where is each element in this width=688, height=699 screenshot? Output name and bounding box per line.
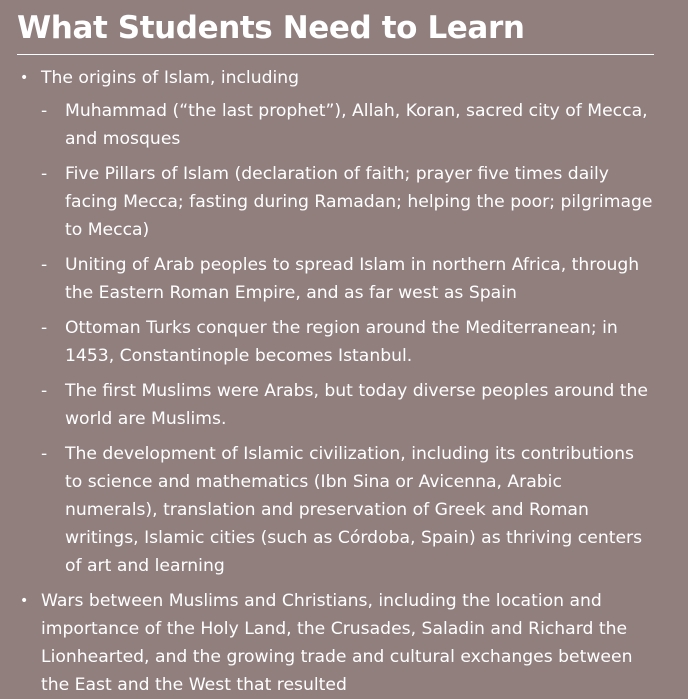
sub-list-item-text: Uniting of Arab peoples to spread Islam in northern Africa, through the Eastern Roman Empire, and as far west as Spain	[65, 255, 640, 303]
sub-list-item-text: The first Muslims were Arabs, but today diverse peoples around the world are Muslims.	[65, 381, 648, 429]
bullet-icon: •	[20, 593, 29, 609]
list-item	[0, 64, 653, 580]
title-divider	[17, 54, 654, 55]
sub-list-item	[41, 97, 653, 153]
sub-list-item-text: Five Pillars of Islam (declaration of faith; prayer five times daily facing Mecca; fasting during Ramadan; helping the poor; pilgrimage to Mecca)	[65, 164, 653, 240]
sub-list-item	[41, 160, 653, 244]
dash-icon: -	[41, 318, 48, 338]
dash-icon: -	[41, 164, 48, 184]
bullet-icon: •	[20, 70, 29, 86]
sub-list-item	[41, 314, 653, 370]
sub-list-item	[41, 251, 653, 307]
list-item-text: Wars between Muslims and Christians, including the location and importance of the Holy Land, the Crusades, Saladin and Richard the Lionhearted, and the growing trade and cultural exchanges between the East and the West that resulted	[41, 591, 633, 695]
dash-icon: -	[41, 444, 48, 464]
sub-list-item-text: Muhammad (“the last prophet”), Allah, Koran, sacred city of Mecca, and mosques	[65, 101, 648, 149]
sub-list	[41, 97, 653, 580]
page-title: What Students Need to Learn	[17, 10, 525, 46]
sub-list-item	[41, 440, 653, 580]
dash-icon: -	[41, 381, 48, 401]
sub-list-item-text: Ottoman Turks conquer the region around the Mediterranean; in 1453, Constantinople becomes Istanbul.	[65, 318, 618, 366]
sub-list-item-text: The development of Islamic civilization, including its contributions to science and mathematics (Ibn Sina or Avicenna, Arabic numerals), translation and preservation of Greek and Roman writings, Islamic cities (such as Córdoba, Spain) as thriving centers of art and learning	[65, 444, 643, 576]
objectives-list	[0, 64, 688, 699]
list-item-text: The origins of Islam, including	[41, 68, 300, 88]
dash-icon: -	[41, 255, 48, 275]
sub-list-item	[41, 377, 653, 433]
list-item	[0, 587, 641, 699]
dash-icon: -	[41, 101, 48, 121]
